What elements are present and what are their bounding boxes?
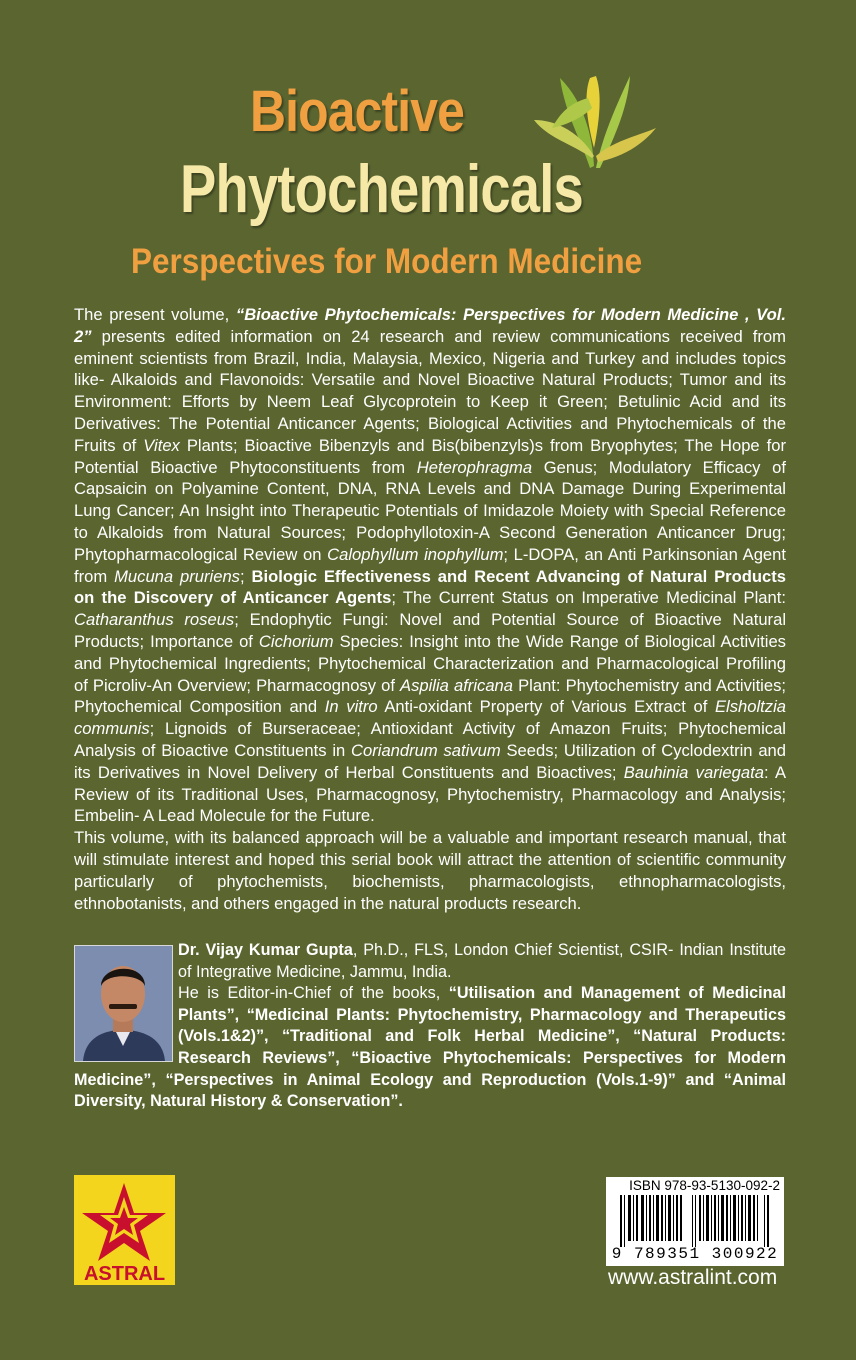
desc-text: ; — [239, 566, 252, 586]
editor-intro: He is Editor-in-Chief of the books, — [178, 984, 449, 1003]
author-credentials-text: , Ph.D., FLS, London Chief Scientist, CSIR- Indian Institute of Integrative Medicine, Jammu, India. — [178, 941, 787, 981]
desc-text: Anti-oxidant Property of Various Extract of — [377, 697, 715, 717]
bold-term: Biologic Effectiveness and Recent Advancing of Natural Products on the Discovery of Anticancer Agents — [74, 566, 786, 608]
italic-term: Cichorium — [258, 631, 334, 651]
photo-spacer — [74, 940, 178, 1056]
description-paragraph-2: This volume, with its balanced approach will be a valuable and important research manual, that will stimulate interest and hoped this serial book will attract the attention of scientific community particularly of phytochemists, biochemists, pharmacologists, ethnopharmacologists, ethnobotanists, and others engaged in the natural products research. — [74, 828, 786, 913]
italic-term: In vitro — [324, 697, 378, 717]
desc-text: ; L-DOPA, an Anti Parkinsonian Agent from — [74, 544, 786, 586]
desc-text: ; Lignoids of Burseraceae; Antioxidant Activity of Amazon Fruits; Phytochemical Analysis of Bioactive Constituents in — [74, 719, 786, 760]
publisher-logo — [74, 1175, 175, 1285]
italic-term: Calophyllum inophyllum — [327, 544, 504, 564]
author-name: Dr. Vijay Kumar Gupta — [178, 941, 353, 959]
italic-term: Coriandrum sativum — [351, 740, 501, 760]
title-line-2: Phytochemicals — [180, 151, 584, 227]
italic-term: Bauhinia variegata — [623, 762, 764, 782]
italic-term: Elsholtzia communis — [74, 697, 786, 739]
publisher-website: www.astralint.com — [608, 1266, 778, 1289]
italic-term: Heterophragma — [416, 457, 533, 477]
intro-text: The present volume, — [74, 305, 236, 324]
barcode-digits: 9 789351 300922 — [611, 1245, 779, 1263]
italic-term: Mucuna pruriens — [114, 566, 240, 586]
desc-text: Seeds; Utilization of Cyclodextrin and its Derivatives in Novel Delivery of Herbal Constituents and Bioactives; — [74, 740, 786, 782]
italic-term: Vitex — [143, 435, 180, 455]
publisher-logo-text: ASTRAL — [83, 1263, 166, 1285]
desc-text: presents edited information on 24 research and review communications received from eminent scientists from Brazil, India, Malaysia, Mexico, Nigeria and Turkey and includes topics like- Alkaloids and Flavonoids: Versatile and Novel Bioactive Natural Products; Tumor and its Environment: Efforts by Neem Leaf Glycoprotein to Keep it Green; Betulinic Acid and its Derivatives: The Potential Anticancer Agents; Biological Activities and Phytochemicals of the Fruits of — [74, 326, 786, 455]
barcode — [606, 1177, 784, 1266]
book-description — [74, 304, 786, 914]
author-bio — [74, 940, 786, 1113]
desc-text: Species: Insight into the Wide Range of Biological Activities and Phytochemical Ingredients; Phytochemical Characterization and Pharmacological Profiling of Picroliv-An Overview; Pharmacognosy of — [74, 631, 786, 695]
author-book-list: “Utilisation and Management of Medicinal Plants”, “Medicinal Plants: Phytochemistry, Pharmacology and Therapeutics (Vols.1&2)”, “Traditional and Folk Herbal Medicine”, “Natural Products: Research Reviews”, “Bioactive Phytochemicals: Perspectives for Modern Medicine”, “Perspectives in Animal Ecology and Reproduction (Vols.1-9)” and “Animal Diversity, Natural History & Conservation”. — [74, 984, 786, 1111]
author-credentials — [74, 940, 786, 983]
star-logo-icon — [74, 1175, 175, 1265]
isbn-label: ISBN 978-93-5130-092-2 — [629, 1178, 780, 1193]
desc-text: ; Endophytic Fungi: Novel and Potential Source of Bioactive Natural Products; Importance of — [74, 610, 787, 651]
italic-term: Catharanthus roseus — [74, 610, 235, 630]
author-books — [74, 983, 786, 1113]
desc-text: Plants; Bioactive Bibenzyls and Bis(bibenzyls)s from Bryophytes; The Hope for Potential Bioactive Phytoconstituents from — [74, 435, 786, 477]
description-paragraph-1 — [74, 304, 786, 827]
title-line-1: Bioactive — [250, 79, 465, 144]
desc-text: Genus; Modulatory Efficacy of Capsaicin on Polyamine Content, DNA, RNA Levels and DNA Damage During Experimental Lung Cancer; An Insight into Therapeutic Potentials of Imidazole Moiety with Special Reference to Alkaloids from Natural Sources; Podophyllotoxin-A Second Generation Anticancer Drug; Phytopharmacological Review on — [74, 457, 786, 564]
desc-text: Plant: Phytochemistry and Activities; Phytochemical Composition and — [74, 675, 787, 717]
desc-text: : A Review of its Traditional Uses, Pharmacognosy, Phytochemistry, Pharmacology and Analysis; Embelin- A Lead Molecule for the Future. — [74, 762, 787, 826]
italic-term: Aspilia africana — [400, 675, 514, 695]
subtitle: Perspectives for Modern Medicine — [131, 242, 643, 281]
book-title-text: “Bioactive Phytochemicals: Perspectives for Modern Medicine , Vol. 2” — [74, 305, 786, 346]
desc-text: ; The Current Status on Imperative Medicinal Plant: — [391, 588, 786, 608]
